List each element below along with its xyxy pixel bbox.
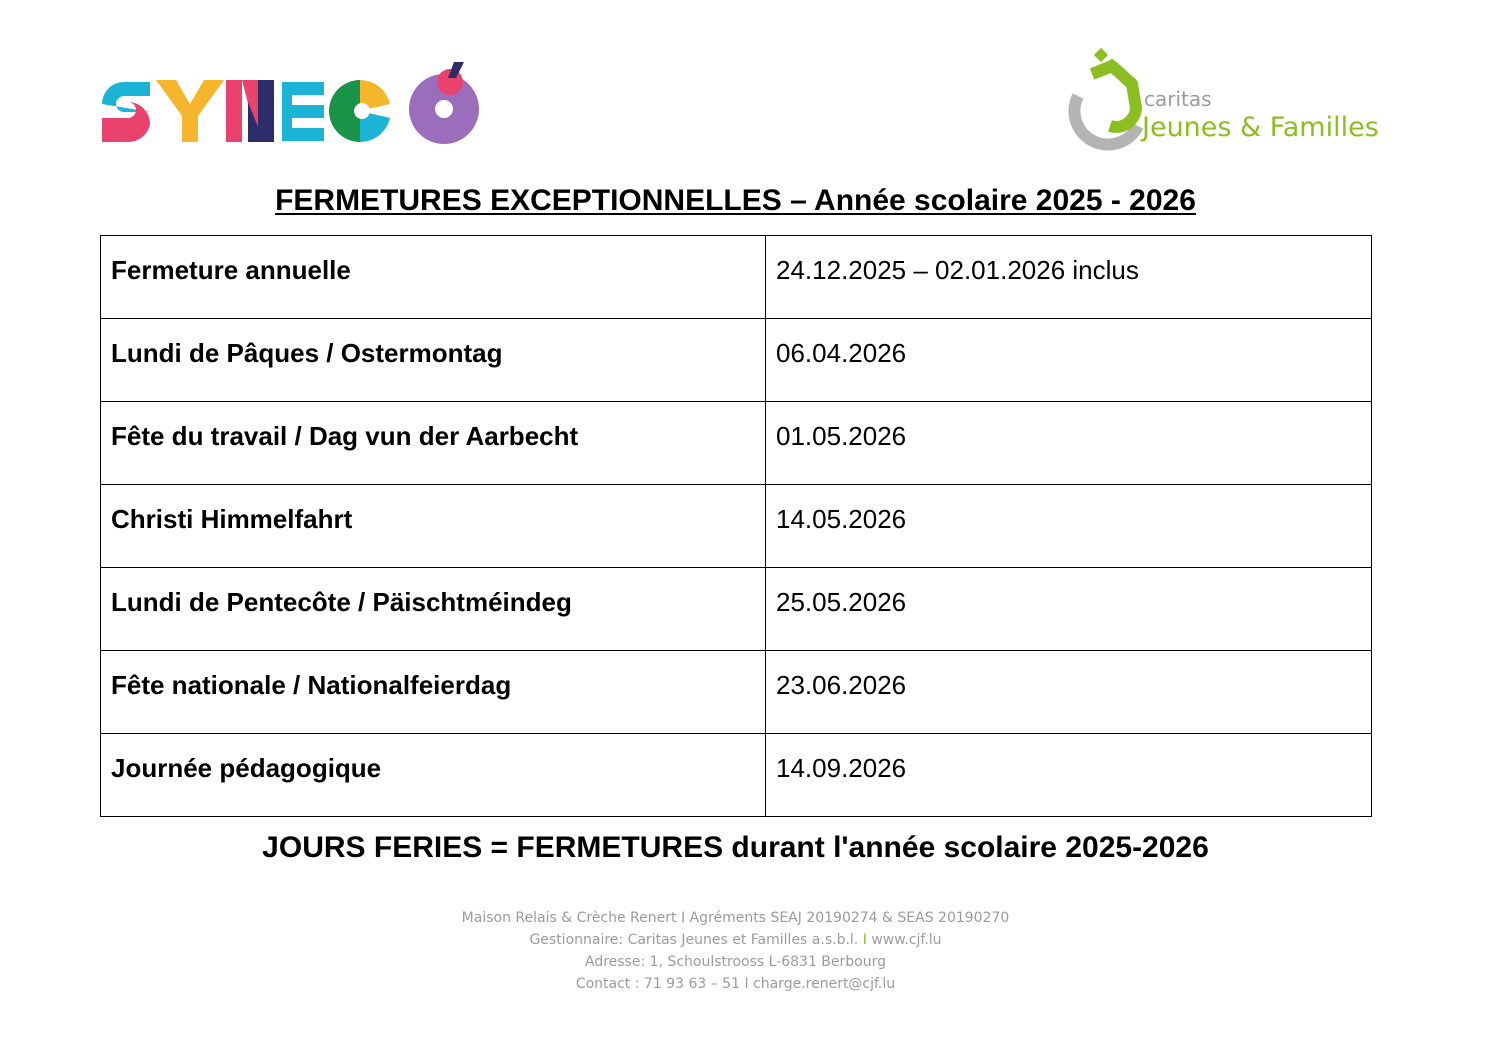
- footer-separator: I: [862, 932, 867, 948]
- closure-date: 25.05.2026: [766, 568, 1372, 651]
- closure-date: 01.05.2026: [766, 402, 1372, 485]
- footer-approvals: Agréments SEAJ 20190274 & SEAS 20190270: [689, 910, 1010, 926]
- footer-email-link[interactable]: charge.renert@cjf.lu: [753, 976, 896, 992]
- closure-date: 14.09.2026: [766, 734, 1372, 817]
- closure-label: Christi Himmelfahrt: [101, 485, 766, 568]
- footer-manager: Gestionnaire: Caritas Jeunes et Familles a.s.b.l.: [529, 932, 859, 948]
- footer-org: Maison Relais & Crèche Renert: [461, 910, 677, 926]
- closure-date: 14.05.2026: [766, 485, 1372, 568]
- closure-label: Fermeture annuelle: [101, 236, 766, 319]
- closures-table: [100, 235, 1372, 817]
- syneco-letter-o: [409, 62, 479, 144]
- footer-line-4: [0, 973, 1471, 995]
- caritas-logo: [1052, 44, 1382, 154]
- footer-separator: I: [680, 910, 686, 926]
- caritas-subtitle: Jeunes & Familles: [1142, 112, 1379, 143]
- syneco-letter-n: [226, 80, 274, 142]
- footer-line-2: [0, 929, 1471, 951]
- table-row: [101, 319, 1372, 402]
- table-row: [101, 734, 1372, 817]
- table-row: [101, 485, 1372, 568]
- table-row: [101, 651, 1372, 734]
- closure-date: 23.06.2026: [766, 651, 1372, 734]
- table-row: [101, 568, 1372, 651]
- footer: [0, 907, 1471, 995]
- table-row: [101, 402, 1372, 485]
- holidays-note: JOURS FERIES = FERMETURES durant l'année scolaire 2025-2026: [262, 831, 1209, 864]
- page-title: FERMETURES EXCEPTIONNELLES – Année scolaire 2025 - 2026: [275, 184, 1196, 217]
- closure-label: Fête du travail / Dag vun der Aarbecht: [101, 402, 766, 485]
- caritas-symbol-icon: [1074, 48, 1138, 145]
- closure-date: 24.12.2025 – 02.01.2026 inclus: [766, 236, 1372, 319]
- closure-label: Journée pédagogique: [101, 734, 766, 817]
- syneco-letter-e: [282, 82, 324, 141]
- footer-website-link[interactable]: www.cjf.lu: [871, 932, 942, 948]
- closure-date: 06.04.2026: [766, 319, 1372, 402]
- closure-label: Lundi de Pentecôte / Päischtméindeg: [101, 568, 766, 651]
- table-row: [101, 236, 1372, 319]
- caritas-word: caritas: [1144, 87, 1212, 111]
- closure-label: Fête nationale / Nationalfeierdag: [101, 651, 766, 734]
- footer-separator: I: [744, 976, 749, 992]
- syneco-logo: [98, 56, 484, 148]
- syneco-letter-y: [156, 80, 224, 142]
- syneco-letter-s: [102, 82, 150, 142]
- footer-phone: Contact : 71 93 63 – 51: [575, 976, 740, 992]
- footer-line-1: [0, 907, 1471, 929]
- footer-address: Adresse: 1, Schoulstrooss L-6831 Berbourg: [584, 954, 887, 970]
- syneco-letter-c: [329, 80, 390, 142]
- closure-label: Lundi de Pâques / Ostermontag: [101, 319, 766, 402]
